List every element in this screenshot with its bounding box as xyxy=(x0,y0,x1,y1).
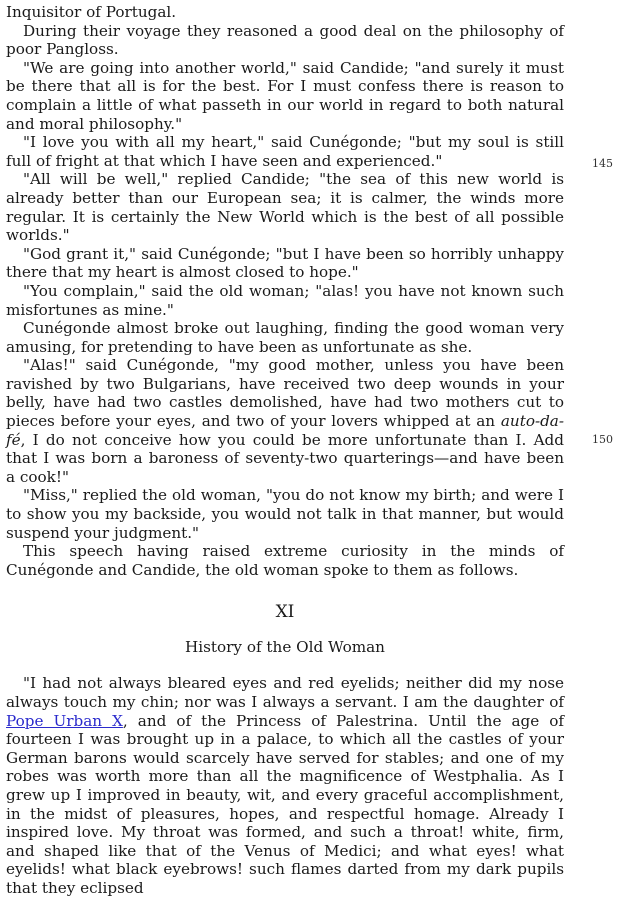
line-number: 145 xyxy=(592,157,613,170)
paragraph: This speech having raised extreme curiosity in the minds of Cunégonde and Candide, the old woman spoke to them as follows. xyxy=(6,542,564,579)
paragraph: "All will be well," replied Candide; "the sea of this new world is already better than our European sea; it is calmer, the winds more regular. It is certainly the New World which is the best of all possible worlds." xyxy=(6,170,564,245)
paragraph: "You complain," said the old woman; "alas! you have not known such misfortunes as mine." xyxy=(6,281,564,319)
paragraph: During their voyage they reasoned a good deal on the philosophy of poor Pangloss. xyxy=(6,21,564,59)
text-run: , I do not conceive how you could be more unfortunate than I. Add that I was born a baroness of seventy-two quarterings—and have been a cook!" xyxy=(6,430,564,486)
paragraph: "God grant it," said Cunégonde; "but I have been so horribly unhappy there that my heart is almost closed to hope." xyxy=(6,244,564,282)
page-content xyxy=(6,3,564,898)
paragraph: "We are going into another world," said Candide; "and surely it must be there that all is for the best. For I must confess there is reason to complain a little of what passeth in our world in regard to both natural and moral philosophy." xyxy=(6,58,564,133)
chapter-number: XI xyxy=(275,602,295,623)
paragraph: Cunégonde almost broke out laughing, finding the good woman very amusing, for pretending to have been as unfortunate as she. xyxy=(6,319,564,356)
text-run: "I had not always bleared eyes and red eyelids; neither did my nose always touch my chin; nor was I always a servant. I am the daughter of xyxy=(6,674,564,711)
paragraph: Inquisitor of Portugal. xyxy=(6,3,177,21)
chapter-body xyxy=(6,674,564,897)
text-run: , and of the Princess of Palestrina. Until the age of fourteen I was brought up in a palace, to which all the castles of your German barons would scarcely have served for stables; and one of my robes was worth more than all the magnificence of Westphalia. As I grew up I improved in beauty, wit, and every graceful accomplishment, in the midst of pleasures, hopes, and respectful homage. Already I inspired love. My throat was formed, and such a throat! white, firm, and shaped like that of the Venus of Medici; and what eyes! what eyelids! what black eyebrows! such flames darted from my dark pupils that they eclipsed xyxy=(6,711,564,897)
italic-term: auto-da-fé xyxy=(6,412,564,449)
chapter-title: History of the Old Woman xyxy=(185,638,385,657)
paragraph-alas xyxy=(6,356,564,486)
paragraph-chapter-intro xyxy=(6,674,564,897)
paragraph: "I love you with all my heart," said Cunégonde; "but my soul is still full of fright at that which I have seen and experienced." xyxy=(6,133,564,170)
paragraph: "Miss," replied the old woman, "you do not know my birth; and were I to show you my backside, you would not talk in that manner, but would suspend your judgment." xyxy=(6,486,564,542)
line-number: 150 xyxy=(592,433,613,446)
text-run: "Alas!" said Cunégonde, "my good mother, unless you have been ravished by two Bulgarians, have received two deep wounds in your belly, have had two castles demolished, have had two mothers cut to pieces before your eyes, and two of your lovers whipped at an xyxy=(6,356,564,431)
pope-urban-link[interactable]: Pope Urban X xyxy=(6,711,123,730)
